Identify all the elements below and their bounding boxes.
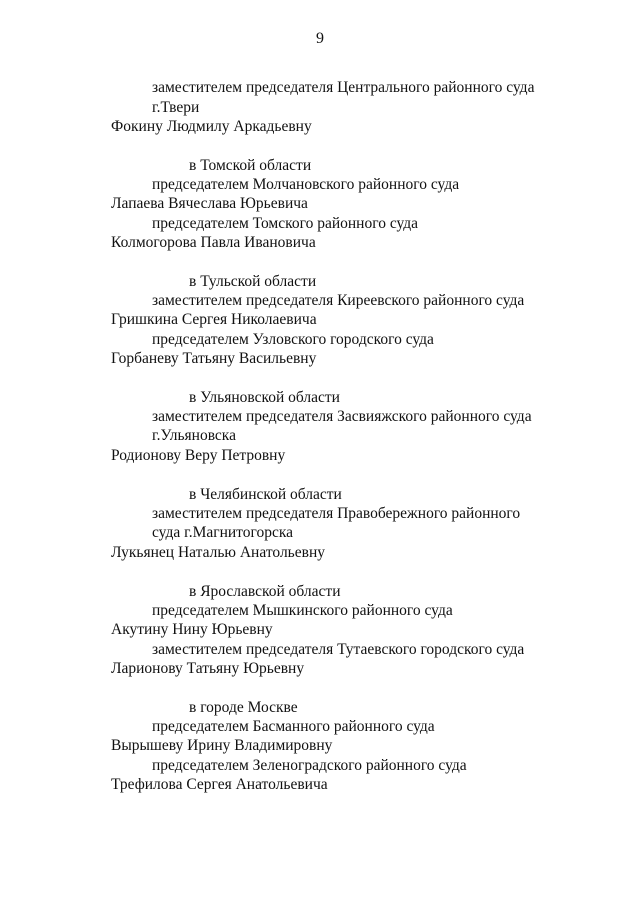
appointment-post-line: суда г.Магнитогорска — [152, 524, 294, 541]
appointment-post-line: заместителем председателя Киреевского районного суда — [152, 292, 525, 309]
region-heading: в Тульской области — [189, 273, 317, 290]
region-heading: в Ульяновской области — [189, 389, 340, 406]
appointment-post-line: заместителем председателя Правобережного районного — [152, 505, 521, 522]
appointment-post-line: председателем Зеленоградского районного суда — [152, 757, 467, 774]
appointment-post-line: заместителем председателя Засвияжского районного суда — [152, 408, 532, 425]
appointment-post-line: председателем Мышкинского районного суда — [152, 602, 453, 619]
appointee-name: Акутину Нину Юрьевну — [111, 621, 273, 638]
appointee-name: Горбаневу Татьяну Васильевну — [111, 350, 317, 367]
appointee-name: Гришкина Сергея Николаевича — [111, 311, 317, 328]
appointee-name: Лукьянец Наталью Анатольевну — [111, 544, 325, 561]
appointee-name: Родионову Веру Петровну — [111, 447, 286, 464]
appointment-post-line: председателем Узловского городского суда — [152, 331, 434, 348]
appointee-name: Колмогорова Павла Ивановича — [111, 234, 316, 251]
appointee-name: Трефилова Сергея Анатольевича — [111, 776, 328, 793]
region-heading: в Челябинской области — [189, 486, 342, 503]
appointee-name: Фокину Людмилу Аркадьевну — [111, 118, 312, 135]
appointment-post-line: председателем Томского районного суда — [152, 215, 419, 232]
page-number: 9 — [316, 30, 324, 47]
appointment-post-line: заместителем председателя Центрального районного суда — [152, 79, 535, 96]
appointee-name: Лапаева Вячеслава Юрьевича — [111, 195, 308, 212]
appointment-post-line: заместителем председателя Тутаевского городского суда — [152, 641, 525, 658]
appointment-post-line: г.Ульяновска — [152, 427, 236, 444]
appointee-name: Вырышеву Ирину Владимировну — [111, 737, 333, 754]
appointment-post-line: г.Твери — [152, 99, 200, 116]
region-heading: в Томской области — [189, 157, 312, 174]
appointment-post-line: председателем Молчановского районного суда — [152, 176, 460, 193]
appointee-name: Ларионову Татьяну Юрьевну — [111, 660, 305, 677]
region-heading: в Ярославской области — [189, 583, 341, 600]
appointment-post-line: председателем Басманного районного суда — [152, 718, 435, 735]
region-heading: в городе Москве — [189, 699, 298, 716]
